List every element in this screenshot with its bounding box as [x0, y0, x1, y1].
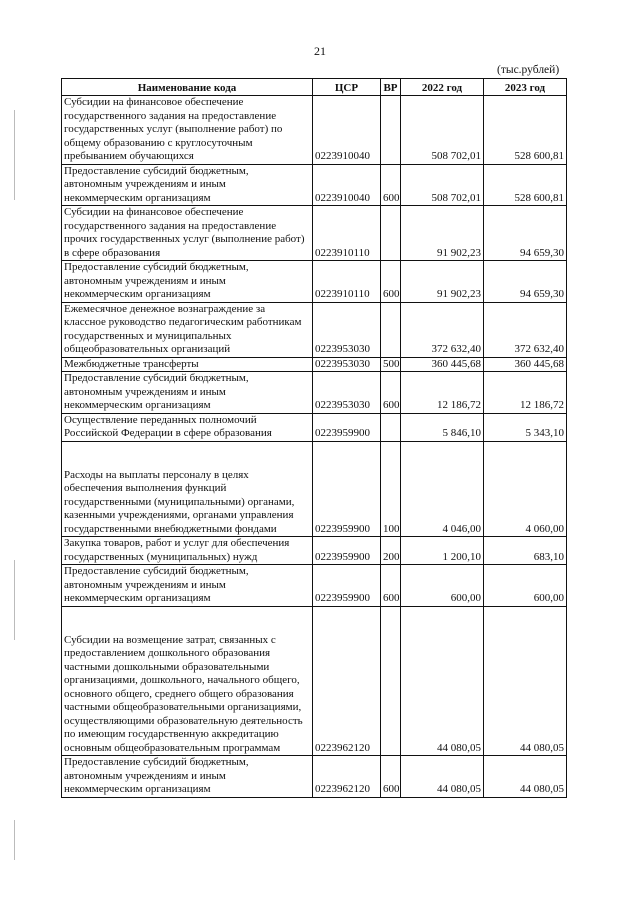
row-2023-cell: 94 659,30	[484, 261, 567, 303]
table-row	[62, 357, 567, 372]
row-csr-cell: 0223953030	[313, 302, 381, 357]
row-vr-cell	[381, 206, 401, 261]
margin-mark	[14, 560, 15, 640]
table-row	[62, 261, 567, 303]
row-name-cell: Предоставление субсидий бюджетным, автономным учреждениям и иным некоммерческим организациям	[62, 261, 313, 303]
row-vr-cell	[381, 96, 401, 165]
table-row	[62, 756, 567, 798]
row-name-cell: Предоставление субсидий бюджетным, автономным учреждениям и иным некоммерческим организациям	[62, 756, 313, 798]
budget-table	[61, 78, 567, 798]
row-2023-cell: 600,00	[484, 565, 567, 607]
row-csr-cell: 0223953030	[313, 357, 381, 372]
row-2023-cell: 360 445,68	[484, 357, 567, 372]
row-vr-cell: 600	[381, 261, 401, 303]
row-name-cell: Предоставление субсидий бюджетным, автономным учреждениям и иным некоммерческим организациям	[62, 372, 313, 414]
page-number: 21	[314, 44, 326, 58]
row-2023-cell: 683,10	[484, 537, 567, 565]
row-vr-cell	[381, 302, 401, 357]
row-2022-cell: 600,00	[401, 565, 484, 607]
table-row	[62, 372, 567, 414]
row-csr-cell: 0223959900	[313, 537, 381, 565]
row-csr-cell: 0223953030	[313, 372, 381, 414]
table-header-row	[62, 79, 567, 96]
row-csr-cell: 0223959900	[313, 413, 381, 441]
row-name-cell: Ежемесячное денежное вознаграждение за классное руководство педагогическим работникам государственных и муниципальных общеобразовательных организаций	[62, 302, 313, 357]
row-csr-cell: 0223910110	[313, 261, 381, 303]
table-row	[62, 96, 567, 165]
header-2022: 2022 год	[401, 79, 484, 96]
row-2023-cell: 528 600,81	[484, 96, 567, 165]
row-2022-cell: 44 080,05	[401, 606, 484, 756]
row-2022-cell: 1 200,10	[401, 537, 484, 565]
row-vr-cell: 600	[381, 756, 401, 798]
row-2023-cell: 4 060,00	[484, 441, 567, 537]
table-row	[62, 606, 567, 756]
margin-mark	[14, 110, 15, 200]
row-vr-cell: 600	[381, 565, 401, 607]
row-2022-cell: 91 902,23	[401, 206, 484, 261]
row-name-cell: Осуществление переданных полномочий Российской Федерации в сфере образования	[62, 413, 313, 441]
table-row	[62, 413, 567, 441]
unit-label: (тыс.рублей)	[497, 64, 560, 76]
table-row	[62, 206, 567, 261]
row-2022-cell: 372 632,40	[401, 302, 484, 357]
header-csr: ЦСР	[313, 79, 381, 96]
row-2023-cell: 94 659,30	[484, 206, 567, 261]
margin-mark	[14, 820, 15, 860]
row-name-cell: Субсидии на возмещение затрат, связанных с предоставлением дошкольного образования частными дошкольными образовательными организациями, дошкольного, начального общего, основного общего, среднего общего образования частными общеобразовательными организациями, осуществляющими образовательную деятельность по имеющим государственную аккредитацию основным общеобразовательным программам	[62, 606, 313, 756]
table-row	[62, 537, 567, 565]
row-2022-cell: 360 445,68	[401, 357, 484, 372]
header-2023: 2023 год	[484, 79, 567, 96]
row-2022-cell: 5 846,10	[401, 413, 484, 441]
row-vr-cell: 200	[381, 537, 401, 565]
row-name-cell: Межбюджетные трансферты	[62, 357, 313, 372]
row-csr-cell: 0223962120	[313, 606, 381, 756]
row-csr-cell: 0223910040	[313, 164, 381, 206]
row-name-cell: Расходы на выплаты персоналу в целях обеспечения выполнения функций государственными (муниципальными) органами, казенными учреждениями, органами управления государственными внебюджетными фондами	[62, 441, 313, 537]
row-vr-cell	[381, 413, 401, 441]
row-vr-cell	[381, 606, 401, 756]
row-2022-cell: 508 702,01	[401, 164, 484, 206]
row-csr-cell: 0223910110	[313, 206, 381, 261]
row-2023-cell: 528 600,81	[484, 164, 567, 206]
row-name-cell: Закупка товаров, работ и услуг для обеспечения государственных (муниципальных) нужд	[62, 537, 313, 565]
row-name-cell: Субсидии на финансовое обеспечение государственного задания на предоставление прочих государственных услуг (выполнение работ) в сфере образования	[62, 206, 313, 261]
row-vr-cell: 600	[381, 372, 401, 414]
row-2022-cell: 12 186,72	[401, 372, 484, 414]
header-name: Наименование кода	[62, 79, 313, 96]
table-row	[62, 565, 567, 607]
table-row	[62, 302, 567, 357]
row-name-cell: Субсидии на финансовое обеспечение государственного задания на предоставление государственных услуг (выполнение работ) по общему образованию с круглосуточным пребыванием обучающихся	[62, 96, 313, 165]
header-vr: ВР	[381, 79, 401, 96]
row-2022-cell: 91 902,23	[401, 261, 484, 303]
row-csr-cell: 0223959900	[313, 565, 381, 607]
row-vr-cell: 500	[381, 357, 401, 372]
row-csr-cell: 0223962120	[313, 756, 381, 798]
row-2023-cell: 44 080,05	[484, 606, 567, 756]
table-row	[62, 164, 567, 206]
row-vr-cell: 100	[381, 441, 401, 537]
row-2023-cell: 372 632,40	[484, 302, 567, 357]
row-name-cell: Предоставление субсидий бюджетным, автономным учреждениям и иным некоммерческим организациям	[62, 565, 313, 607]
row-name-cell: Предоставление субсидий бюджетным, автономным учреждениям и иным некоммерческим организациям	[62, 164, 313, 206]
row-2023-cell: 44 080,05	[484, 756, 567, 798]
row-csr-cell: 0223959900	[313, 441, 381, 537]
row-2022-cell: 4 046,00	[401, 441, 484, 537]
table-row	[62, 441, 567, 537]
row-csr-cell: 0223910040	[313, 96, 381, 165]
row-2023-cell: 5 343,10	[484, 413, 567, 441]
row-2022-cell: 44 080,05	[401, 756, 484, 798]
row-vr-cell: 600	[381, 164, 401, 206]
row-2023-cell: 12 186,72	[484, 372, 567, 414]
row-2022-cell: 508 702,01	[401, 96, 484, 165]
